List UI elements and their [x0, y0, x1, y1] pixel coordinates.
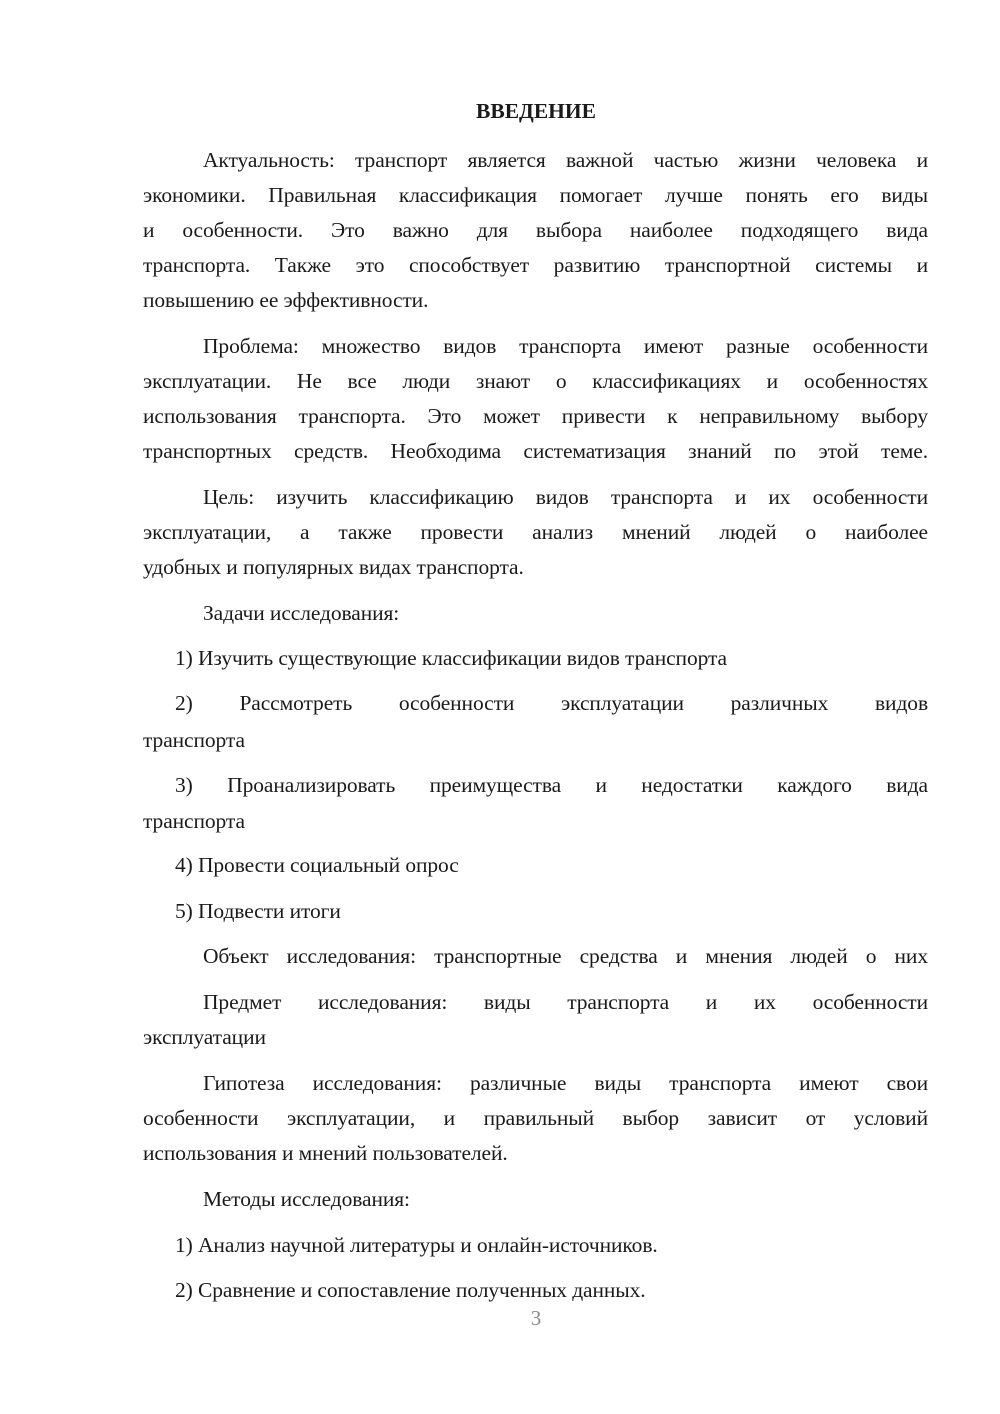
paragraph-line: Проблема: множество видов транспорта имеют разные особенности — [203, 334, 928, 358]
paragraph-line: транспорта. Также это способствует развитию транспортной системы и — [143, 253, 928, 277]
paragraph-line: использования и мнений пользователей. — [143, 1141, 508, 1165]
paragraph-line: повышению ее эффективности. — [143, 288, 429, 312]
paragraph-line: Актуальность: транспорт является важной частью жизни человека и — [203, 148, 928, 172]
paragraph-line: удобных и популярных видах транспорта. — [143, 555, 524, 579]
page-number: 3 — [530, 1306, 542, 1330]
paragraph-line: Цель: изучить классификацию видов транспорта и их особенности — [203, 485, 928, 509]
task-item: 3) Проанализировать преимущества и недостатки каждого вида — [175, 773, 928, 797]
paragraph-line: и особенности. Это важно для выбора наиболее подходящего вида — [143, 218, 928, 242]
paragraph-line: использования транспорта. Это может привести к неправильному выбору — [143, 404, 928, 428]
tasks-heading: Задачи исследования: — [203, 601, 400, 625]
paragraph-line: эксплуатации, а также провести анализ мнений людей о наиболее — [143, 520, 928, 544]
method-item: 1) Анализ научной литературы и онлайн-источников. — [175, 1233, 658, 1257]
page-title: ВВЕДЕНИЕ — [476, 99, 596, 123]
task-item-continuation: транспорта — [143, 809, 245, 833]
task-item: 4) Провести социальный опрос — [175, 853, 459, 877]
paragraph-line: Гипотеза исследования: различные виды транспорта имеют свои — [203, 1071, 928, 1095]
methods-heading: Методы исследования: — [203, 1187, 410, 1211]
paragraph-line: эксплуатации. Не все люди знают о классификациях и особенностях — [143, 369, 928, 393]
paragraph-line: Объект исследования: транспортные средства и мнения людей о них — [203, 944, 928, 968]
paragraph-line: транспортных средств. Необходима систематизация знаний по этой теме. — [143, 439, 928, 463]
paragraph-line: экономики. Правильная классификация помогает лучше понять его виды — [143, 183, 928, 207]
task-item: 2) Рассмотреть особенности эксплуатации различных видов — [175, 691, 928, 715]
paragraph-line: особенности эксплуатации, и правильный выбор зависит от условий — [143, 1106, 928, 1130]
method-item: 2) Сравнение и сопоставление полученных данных. — [175, 1278, 646, 1302]
task-item: 5) Подвести итоги — [175, 899, 341, 923]
task-item: 1) Изучить существующие классификации видов транспорта — [175, 646, 727, 670]
task-item-continuation: транспорта — [143, 728, 245, 752]
paragraph-line: эксплуатации — [143, 1025, 266, 1049]
paragraph-line: Предмет исследования: виды транспорта и их особенности — [203, 990, 928, 1014]
